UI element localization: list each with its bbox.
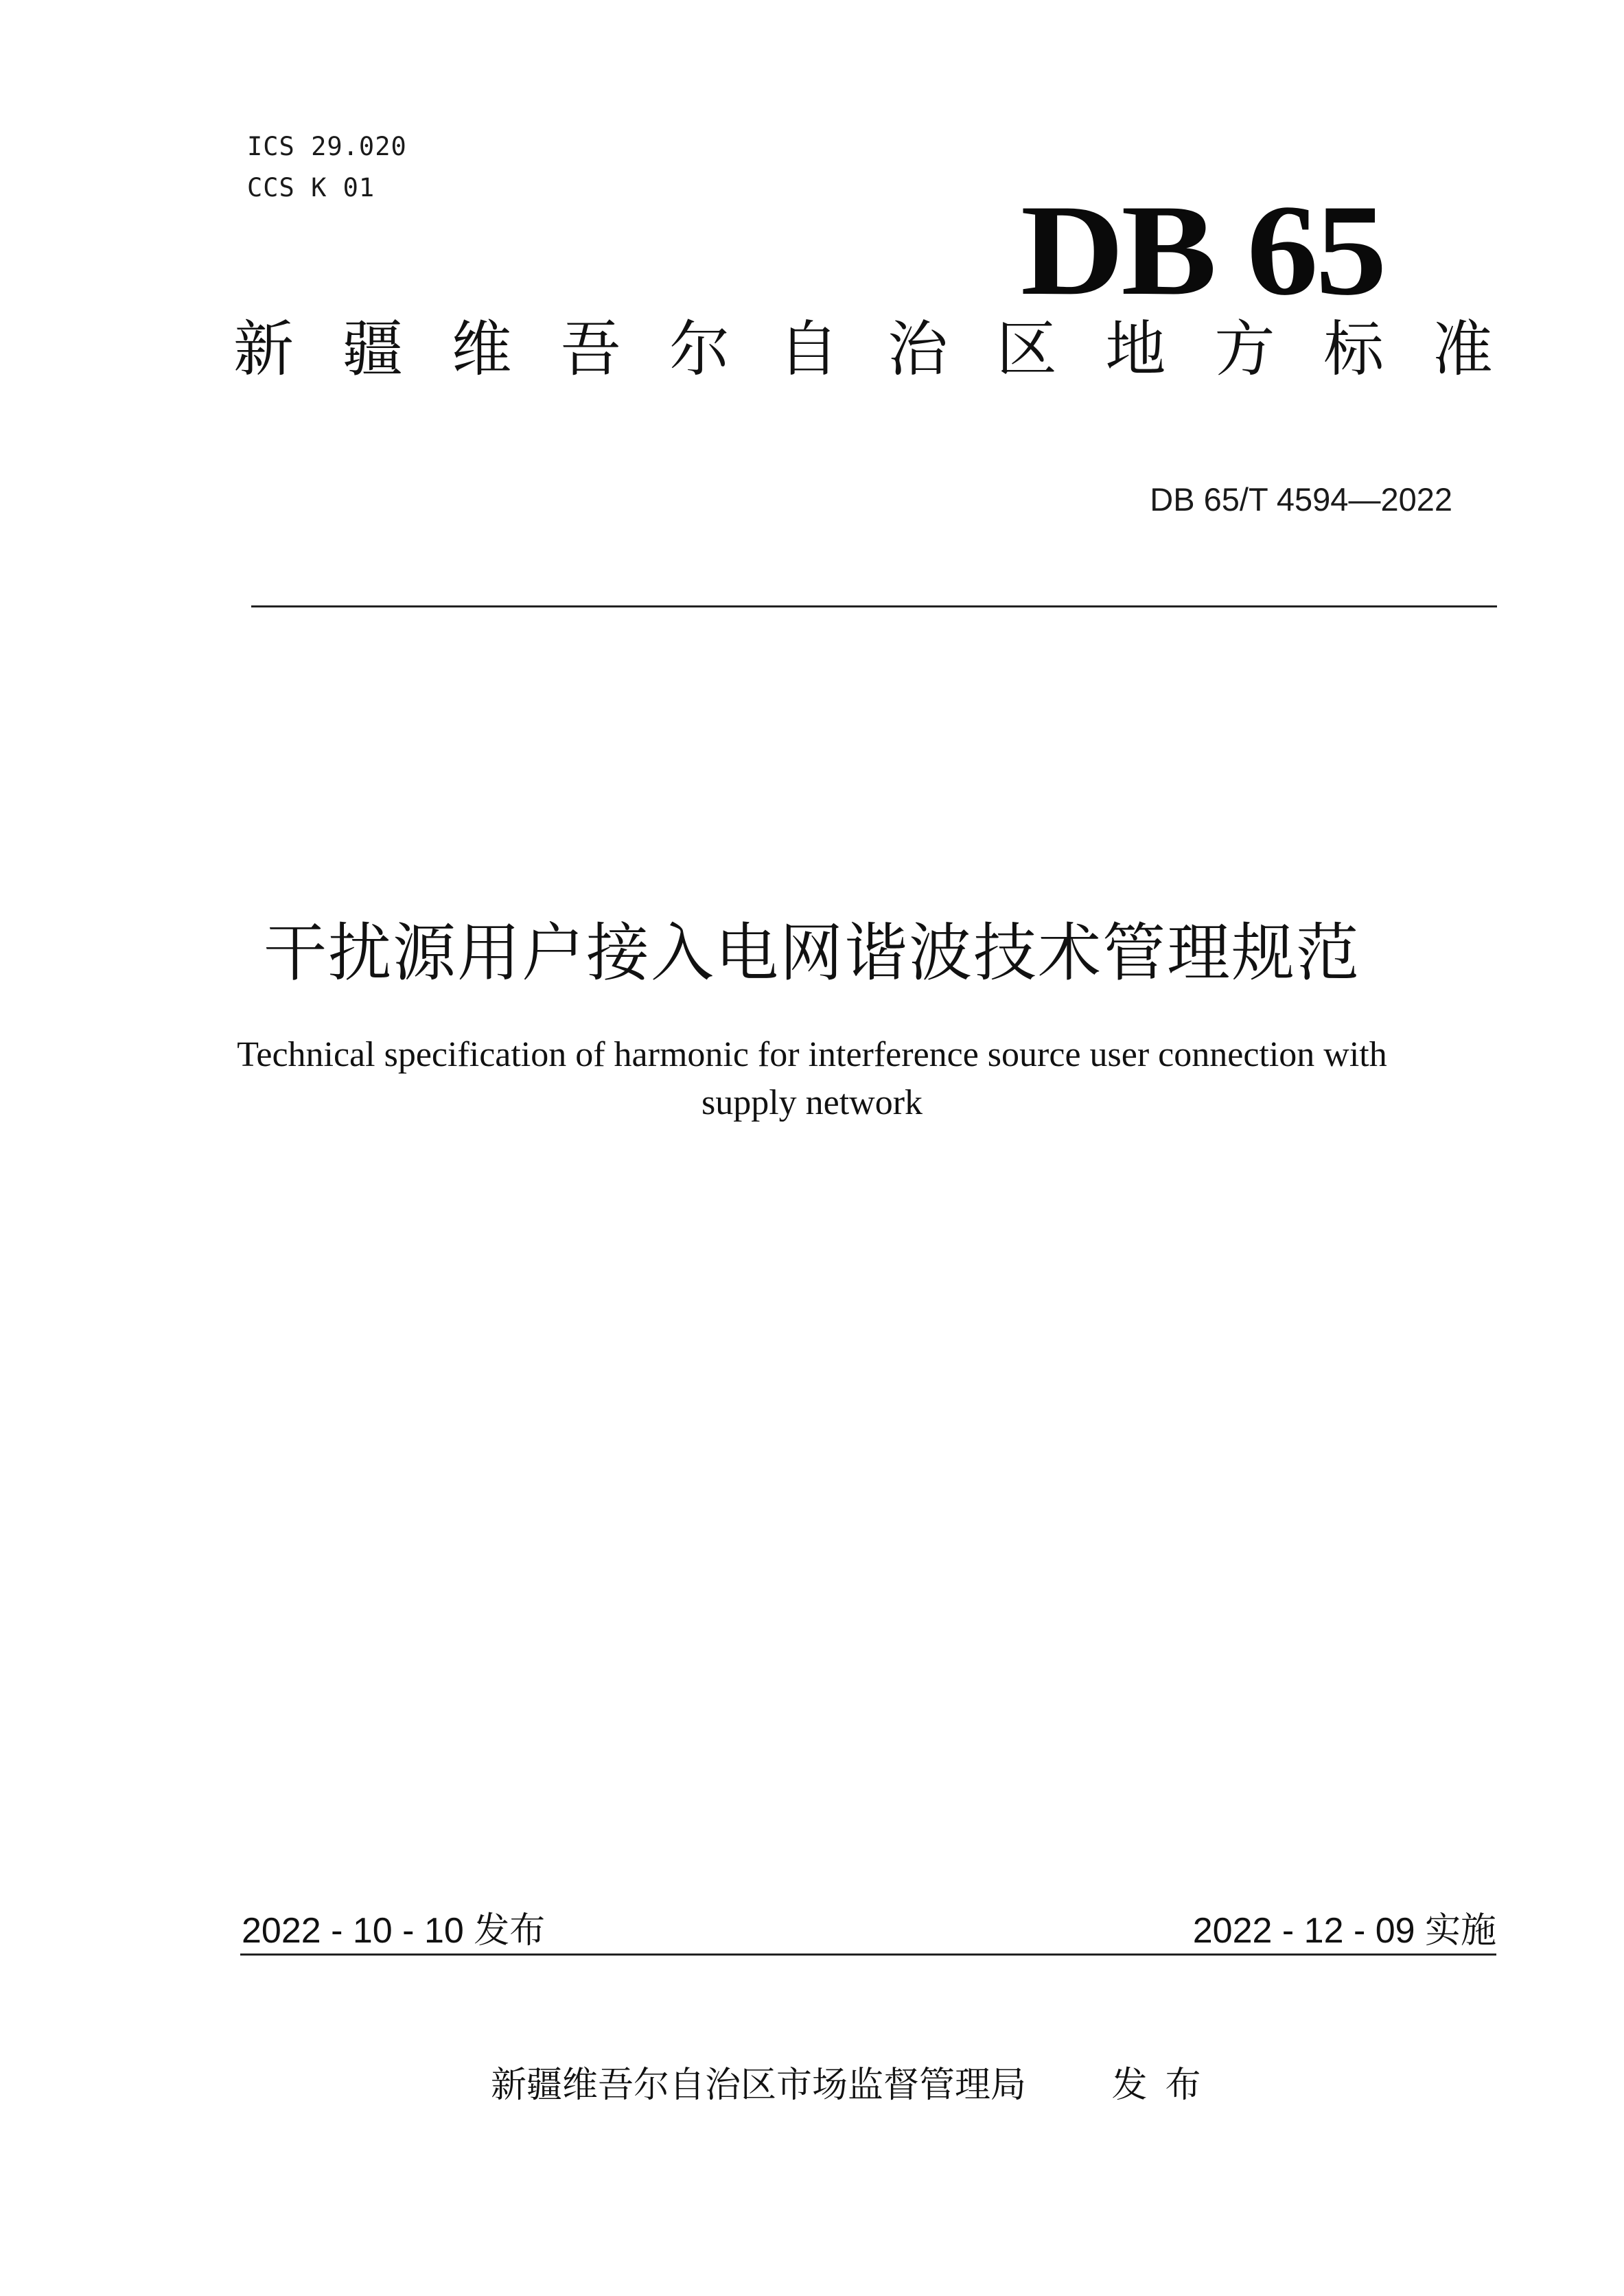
title-english-line-1: Technical specification of harmonic for interference source user connection with bbox=[237, 1035, 1387, 1074]
title-chinese: 干扰源用户接入电网谐波技术管理规范 bbox=[263, 916, 1360, 990]
publish-action: 发布 bbox=[1111, 2065, 1219, 2106]
standard-number: DB 65/T 4594—2022 bbox=[1150, 481, 1452, 518]
ccs-code: CCS K 01 bbox=[247, 173, 375, 202]
authority-char: 尔 bbox=[669, 314, 730, 384]
issue-date: 2022 - 10 - 10 发布 bbox=[242, 1911, 546, 1951]
authority-char: 吾 bbox=[560, 314, 621, 384]
authority-char: 方 bbox=[1214, 314, 1275, 384]
authority-char: 区 bbox=[996, 314, 1057, 384]
authority-char: 治 bbox=[887, 314, 948, 384]
publisher-line bbox=[491, 2056, 1219, 2107]
issuing-authority-heading bbox=[233, 314, 1493, 384]
db65-logo: DB 65 bbox=[1020, 178, 1384, 323]
footer-divider bbox=[240, 1953, 1496, 1956]
ics-code: ICS 29.020 bbox=[247, 132, 407, 161]
authority-char: 维 bbox=[451, 314, 512, 384]
publisher-name: 新疆维吾尔自治区市场监督管理局 bbox=[491, 2065, 1027, 2106]
implementation-date: 2022 - 12 - 09 实施 bbox=[1192, 1911, 1496, 1951]
title-english-line-2: supply network bbox=[701, 1083, 923, 1122]
authority-char: 标 bbox=[1323, 314, 1384, 384]
authority-char: 准 bbox=[1432, 314, 1493, 384]
authority-char: 新 bbox=[233, 314, 294, 384]
header-divider bbox=[251, 605, 1497, 607]
title-english bbox=[0, 1031, 1624, 1127]
authority-char: 地 bbox=[1105, 314, 1166, 384]
authority-char: 自 bbox=[778, 314, 839, 384]
authority-char: 疆 bbox=[342, 314, 403, 384]
